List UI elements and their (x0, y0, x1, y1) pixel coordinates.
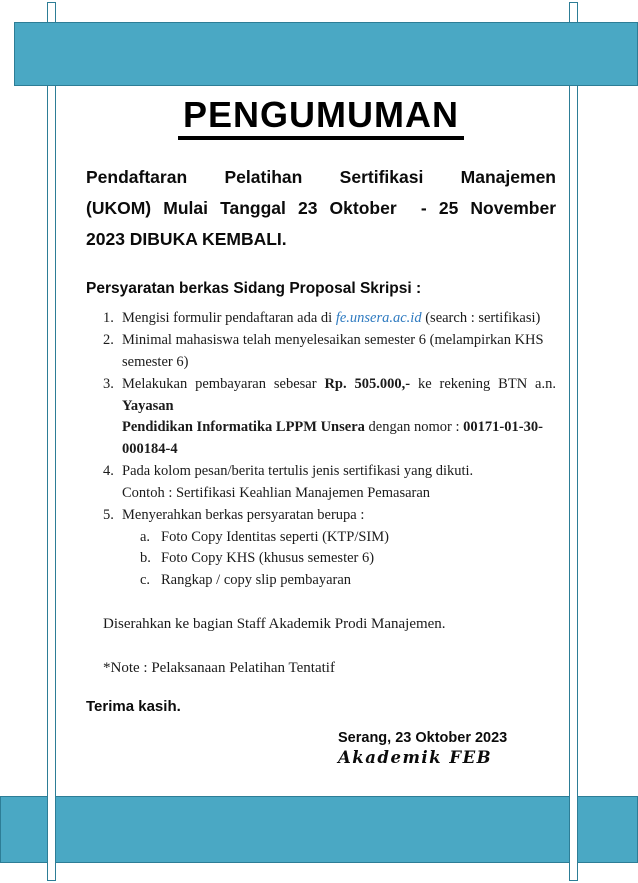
list-item-3 (86, 374, 556, 460)
list-item-3-line-1 (122, 374, 556, 417)
title-wrap (86, 95, 556, 140)
sub-item-b (140, 548, 556, 570)
sub-item-c (140, 570, 556, 592)
list-item-1 (86, 308, 556, 330)
left-ribbon-bar (47, 2, 56, 881)
sub-item-b-text: Foto Copy KHS (khusus semester 6) (161, 550, 375, 567)
list-item-5-body (122, 505, 556, 591)
closing-line: Diserahkan ke bagian Staff Akademik Prodi Manajemen. (103, 616, 446, 633)
thanks-line: Terima kasih. (86, 698, 181, 716)
list-item-5-number: 5. (103, 507, 114, 524)
list-item-3-body (122, 374, 556, 460)
list-item-3-line-2 (122, 417, 556, 460)
requirements-list (86, 308, 556, 592)
list-item-2 (86, 330, 556, 373)
intro-paragraph (86, 162, 556, 255)
list-item-1-text: Mengisi formulir pendaftaran ada di (122, 309, 336, 326)
list-item-4 (86, 461, 556, 504)
top-banner-bar (14, 22, 638, 86)
intro-line-1: Pendaftaran Pelatihan Sertifikasi Manajemen (86, 166, 556, 187)
list-item-1-number: 1. (103, 309, 114, 326)
bank-text: ke rekening BTN a.n. (410, 376, 556, 393)
fe-unsera-link[interactable]: fe.unsera.ac.id (335, 309, 422, 326)
signature-place-date: Serang, 23 Oktober 2023 (338, 730, 508, 747)
page-title: PENGUMUMAN (178, 95, 464, 140)
bottom-banner-bar (0, 796, 638, 863)
list-item-2-body: Minimal mahasiswa telah menyelesaikan semester 6 (melampirkan KHS semester 6) (122, 332, 544, 370)
list-item-2-number: 2. (103, 332, 114, 349)
account-number-label: dengan nomor : (364, 419, 464, 436)
list-item-5 (86, 505, 556, 591)
list-item-1-suffix: (search : sertifikasi) (421, 309, 541, 326)
list-item-4-example: Contoh : Sertifikasi Keahlian Manajemen Pemasaran (122, 484, 431, 501)
list-item-4-body (122, 461, 556, 504)
list-item-5-text: Menyerahkan berkas persyaratan berupa : (122, 507, 365, 524)
list-item-4-number: 4. (103, 463, 114, 480)
list-item-4-text: Pada kolom pesan/berita tertulis jenis sertifikasi yang dikuti. (122, 463, 474, 480)
account-holder-part2: Pendidikan Informatika LPPM Unsera (122, 419, 365, 436)
list-item-1-body (122, 308, 556, 330)
sub-item-c-letter: c. (140, 571, 151, 588)
document-content (86, 86, 556, 767)
sub-item-b-letter: b. (140, 550, 151, 567)
intro-line-2: (UKOM) Mulai Tanggal 23 Oktober - 25 November (86, 197, 556, 218)
intro-line-3: 2023 DIBUKA KEMBALI. (86, 228, 287, 249)
sub-item-c-text: Rangkap / copy slip pembayaran (161, 571, 352, 588)
sub-item-a (140, 527, 556, 549)
list-item-3-number: 3. (103, 376, 114, 393)
signature-block (338, 730, 556, 767)
sub-item-a-letter: a. (140, 528, 151, 545)
sub-item-a-text: Foto Copy Identitas seperti (KTP/SIM) (161, 528, 389, 545)
payment-text: Melakukan pembayaran sebesar (122, 376, 325, 393)
payment-amount: Rp. 505.000,- (324, 376, 411, 393)
account-number: 00171-01-30-000184-4 (122, 419, 543, 457)
section-heading: Persyaratan berkas Sidang Proposal Skripsi : (86, 279, 422, 297)
account-holder-part1: Yayasan (122, 397, 174, 414)
note-line: *Note : Pelaksanaan Pelatihan Tentatif (103, 660, 335, 677)
right-ribbon-bar (569, 2, 578, 881)
signature-signer: Akademik FEB (338, 748, 493, 768)
